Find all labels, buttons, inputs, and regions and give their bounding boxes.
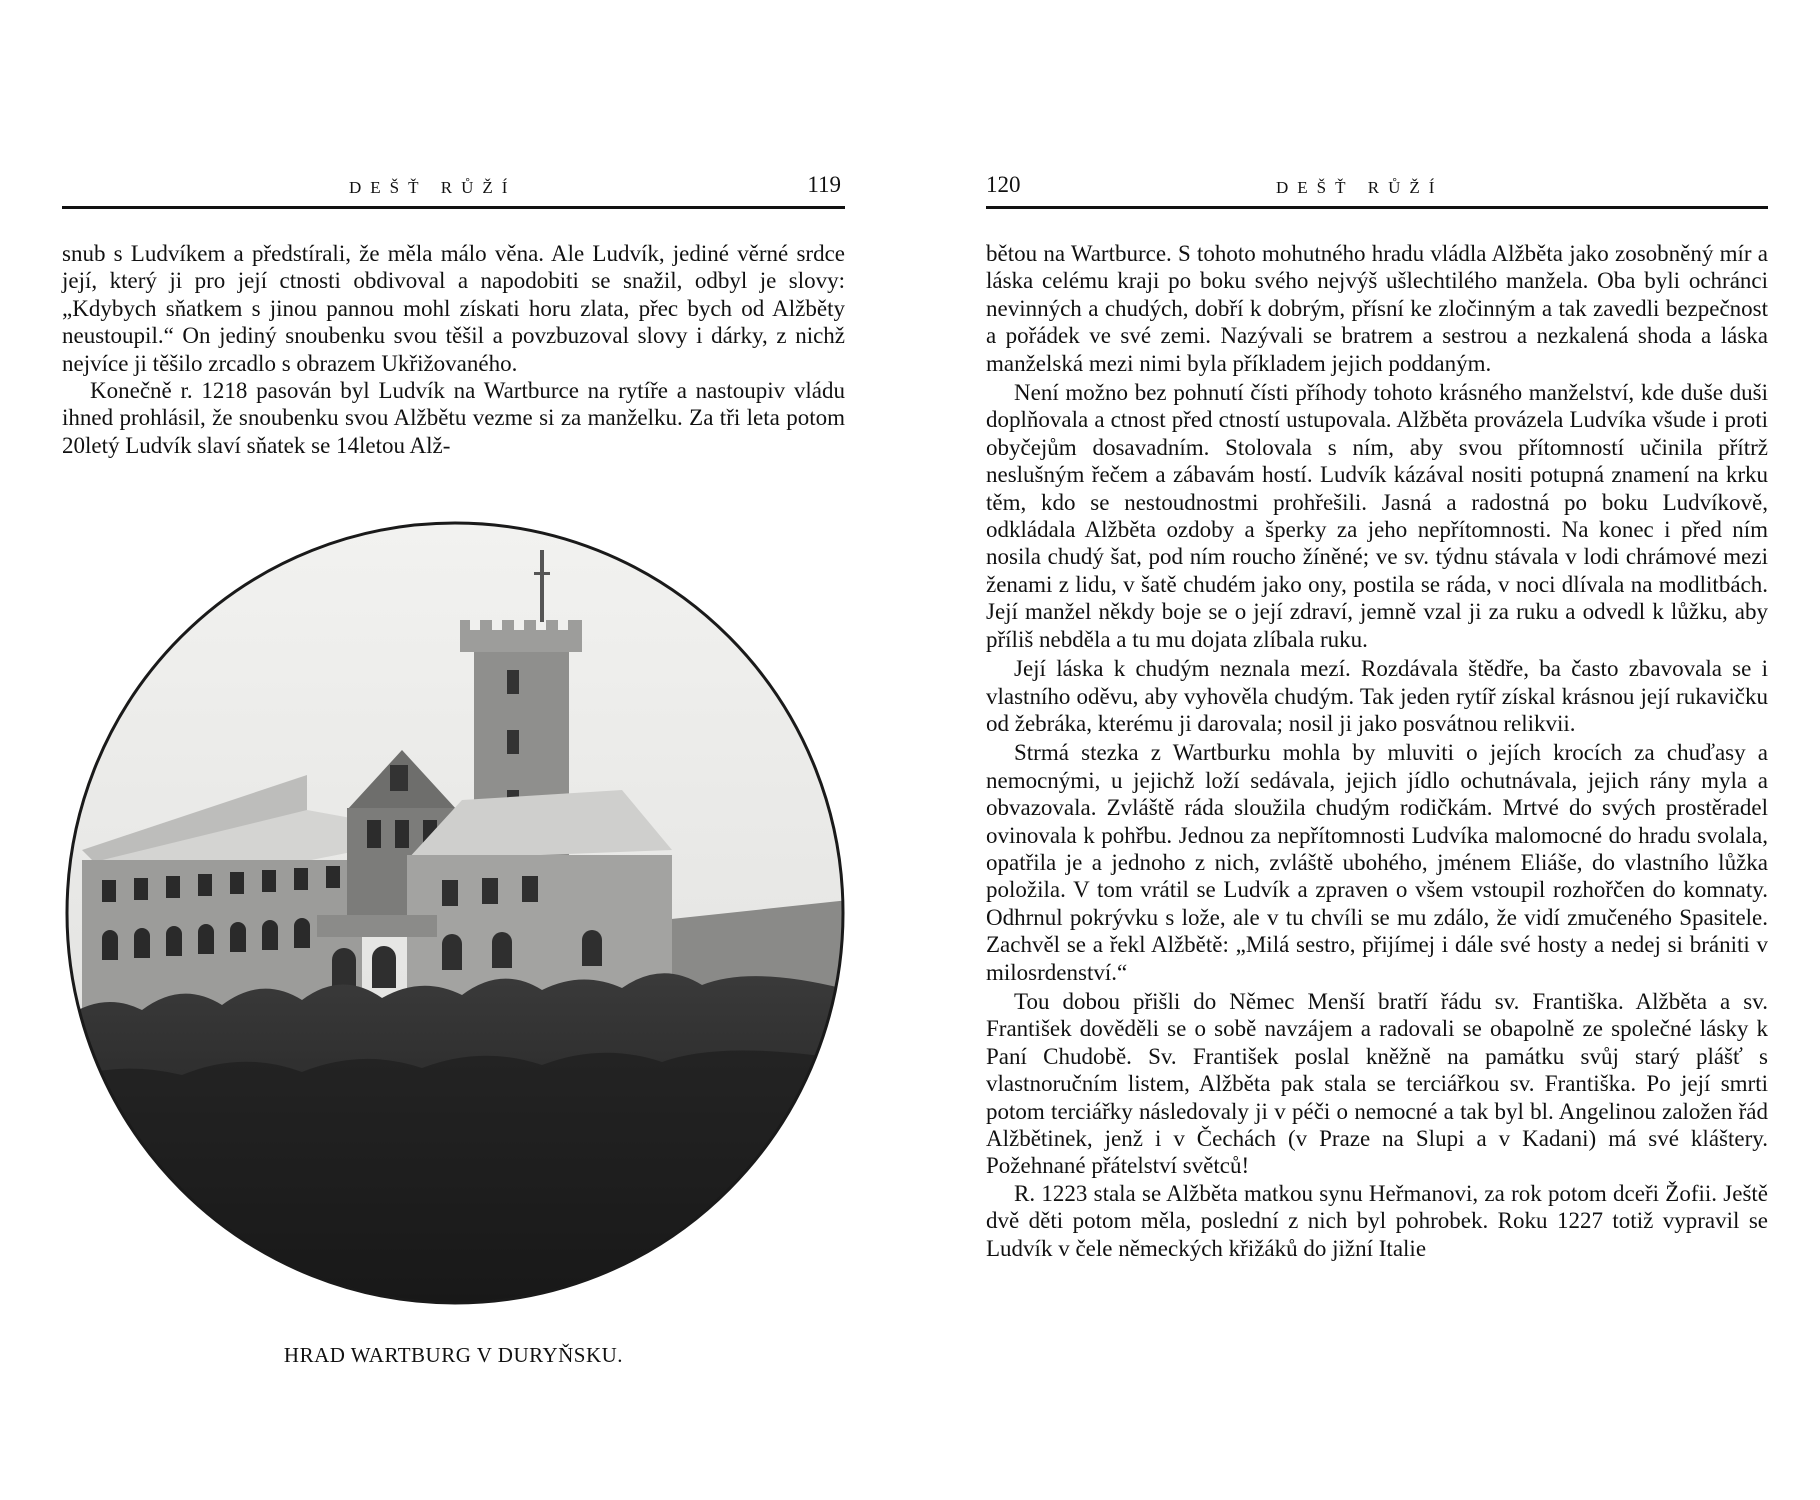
paragraph: Tou dobou přišli do Němec Menší bratří řádu sv. Františka. Alžběta a sv. František dověděli se o sobě navzájem a radovali se obapolně ze společné lásky k Paní Chudobě. Sv. František poslal kněžně na památku svůj starý plášť s vlastnoručním listem, Alžběta pak stala se terciářkou sv. Františka. Po její smrti potom terciářky následovaly ji v péči o nemocné a tak byl bl. Angelinou založen řád Alžbětinek, jenž i v Čechách (v Praze na Slupi a v Kadani) má své kláštery. Požehnané přátelství světců! — [986, 988, 1768, 1179]
left-page — [62, 0, 845, 1500]
body-text-right — [986, 240, 1768, 1262]
running-head-right — [986, 172, 1768, 209]
wartburg-castle-photo — [62, 520, 849, 1310]
body-text-left — [62, 240, 845, 459]
paragraph: Její láska k chudým neznala mezí. Rozdávala štědře, ba často zbavovala se i vlastního oděvu, aby vyhověla chudým. Tak jeden rytíř získal krásnou její rukavičku od žebráka, kterému ji darovala; nosil ji jako posvátnou relikvii. — [986, 656, 1768, 736]
running-title: DEŠŤ RŮŽÍ — [349, 178, 517, 197]
photo-caption: HRAD WARTBURG V DURYŇSKU. — [283, 1343, 624, 1367]
page-number: 119 — [807, 172, 841, 197]
paragraph: Strmá stezka z Wartburku mohla by mluviti o jejích krocích za chuďasy a nemocnými, u jejichž loží sedávala, jejich jídlo ochutnávala, jejich rány myla a obvazovala. Zvláště ráda sloužila chudým rodičkám. Mrtvé do svých prostěradel ovinovala k pohřbu. Jednou za nepřítomnosti Ludvíka malomocné do hradu svolala, opatřila je a jednoho z nich, zvláště ubohého, jménem Eliáše, do vlastního lůžka položila. V tom vrátil se Ludvík a zpraven o všem vstoupil rozhořčen do komnaty. Odhrnul pokrývku s lože, ale v tu chvíli se mu zdálo, že vidí zmučeného Spasitele. Zachvěl se a řekl Alžbětě: „Milá sestro, přijímej i dále své hosty a nedej si brániti v milosrdenství.“ — [986, 740, 1768, 985]
page-number: 120 — [986, 172, 1021, 197]
running-title: DEŠŤ RŮŽÍ — [1276, 178, 1444, 197]
paragraph: bětou na Wartburce. S tohoto mohutného hradu vládla Alžběta jako zosobněný mír a láska celému kraji po boku svého nejvýš ušlechtilého manžela. Oba byli ochránci nevinných a chudých, dobří k dobrým, přísní ke zločinným a tak zavedli bezpečnost a pořádek ve své zemi. Nazývali se bratrem a sestrou a nezkalená shoda a láska manželská mezi nimi byla příkladem jejich poddaným. — [986, 241, 1768, 376]
right-page — [986, 0, 1768, 1500]
paragraph: Konečně r. 1218 pasován byl Ludvík na Wartburce na rytíře a nastoupiv vládu ihned prohlásil, že snoubenku svou Alžbětu vezme si za manželku. Za tři leta potom 20letý Ludvík slaví sňatek se 14letou Alž- — [62, 378, 845, 458]
paragraph: R. 1223 stala se Alžběta matkou synu Heřmanovi, za rok potom dceři Žofii. Ještě dvě děti potom měla, poslední z nich byl pohrobek. Roku 1227 totiž vypravil se Ludvík v čele německých křižáků do jižní Italie — [986, 1180, 1768, 1261]
paragraph: Není možno bez pohnutí čísti příhody tohoto krásného manželství, kde duše duši doplňovala a ctnost před ctností ustupovala. Alžběta provázela Ludvíka všude i proti obyčejům dosavadním. Stolovala s ním, aby svou přítomností učinila přítrž neslušným řečem a zábavám hostí. Ludvík kázával nositi potupná znamení na krku těm, kdo se nestoudnostmi prohřešili. Jasná a radostná po boku Ludvíkově, odkládala Alžběta ozdoby a šperky za jeho nepřítomnosti. Na konec i před ním nosila chudý šat, pod ním roucho žíněné; ve sv. týdnu stávala v lodi chrámové mezi ženami z lidu, v šatě chudém jako ony, postila se ráda, v noci dlívala na modlitbách. Její manžel někdy boje se o její zdraví, jemně vzal ji za ruku a odvedl k lůžku, aby příliš nebděla a tu mu dojata zlíbala ruku. — [986, 380, 1768, 652]
running-head-left — [62, 172, 845, 209]
paragraph: snub s Ludvíkem a předstírali, že měla málo věna. Ale Ludvík, jediné věrné srdce její, který ji pro její ctnosti obdivoval a napodobiti se snažil, odbyl je slovy: „Kdybych sňatkem s jinou pannou mohl získati horu zlata, přec bych od Alžběty neustoupil.“ On jediný snoubenku svou těšil a povzbuzoval slovy i dárky, z nichž nejvíce ji těšilo zrcadlo s obrazem Ukřižovaného. — [62, 241, 845, 376]
